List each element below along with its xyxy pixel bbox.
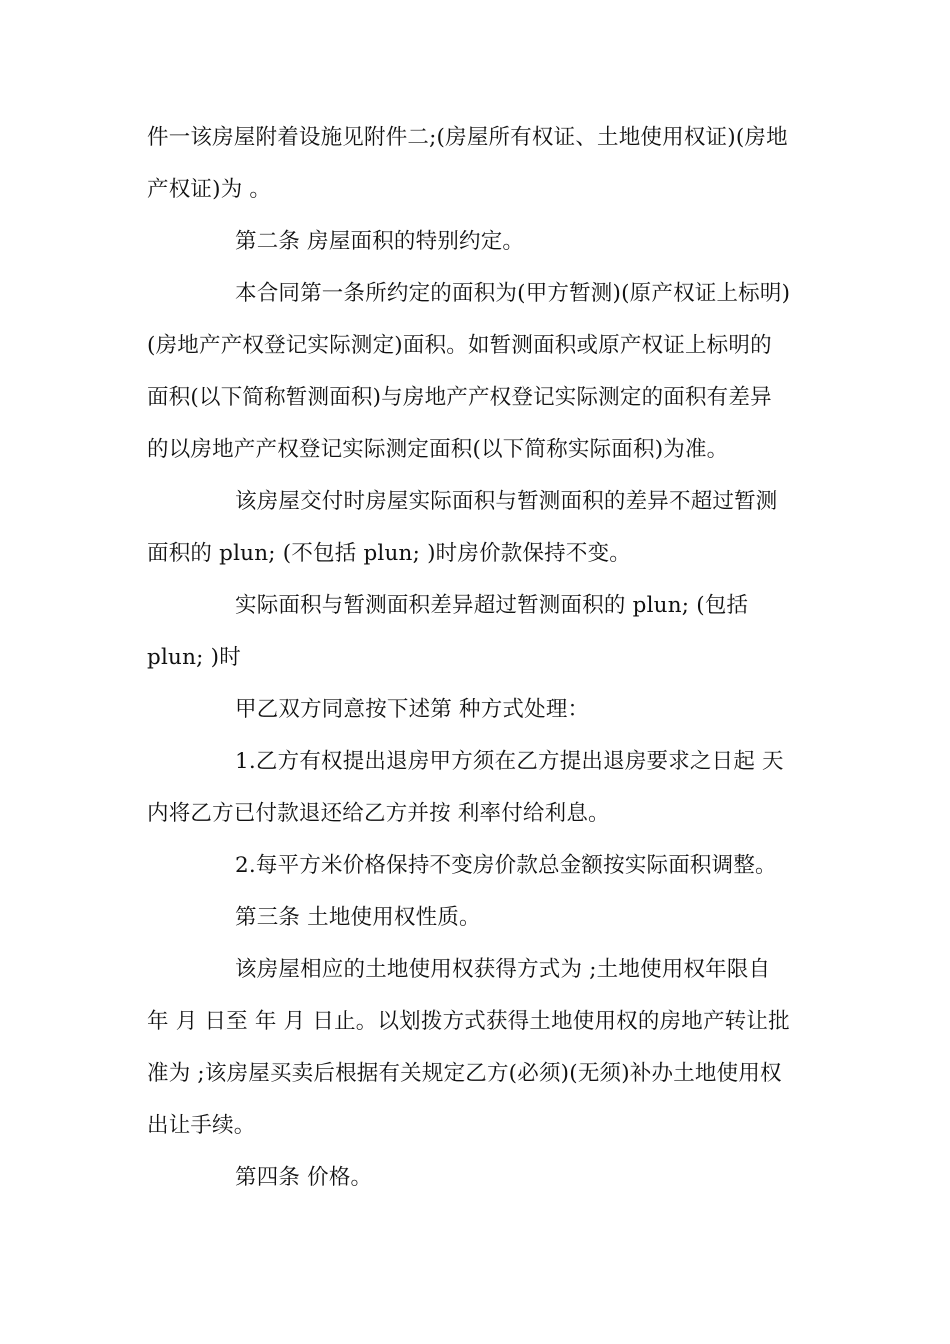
- list-item-2: 2.每平方米价格保持不变房价款总金额按实际面积调整。: [235, 853, 777, 878]
- text-line: (房地产产权登记实际测定)面积。如暂测面积或原产权证上标明的: [147, 333, 772, 358]
- text-line: 内将乙方已付款退还给乙方并按 利率付给利息。: [147, 801, 610, 826]
- section-heading-4: 第四条 价格。: [235, 1165, 373, 1190]
- text-line: 的以房地产产权登记实际测定面积(以下简称实际面积)为准。: [147, 437, 729, 462]
- text-line: 产权证)为 。: [147, 177, 272, 202]
- text-line: 年 月 日至 年 月 日止。以划拨方式获得土地使用权的房地产转让批: [147, 1009, 790, 1034]
- text-line: 该房屋相应的土地使用权获得方式为 ;土地使用权年限自: [235, 957, 771, 982]
- text-line: plun; )时: [147, 645, 241, 670]
- section-heading-2: 第二条 房屋面积的特别约定。: [235, 229, 525, 254]
- list-item-1: 1.乙方有权提出退房甲方须在乙方提出退房要求之日起 天: [235, 749, 784, 774]
- text-line: 面积(以下简称暂测面积)与房地产产权登记实际测定的面积有差异: [147, 385, 772, 410]
- text-line: 甲乙双方同意按下述第 种方式处理：: [235, 697, 590, 722]
- section-heading-3: 第三条 土地使用权性质。: [235, 905, 481, 930]
- document-body: [147, 112, 807, 1204]
- text-line: 实际面积与暂测面积差异超过暂测面积的 plun; (包括: [235, 593, 749, 618]
- text-line: 该房屋交付时房屋实际面积与暂测面积的差异不超过暂测: [235, 489, 778, 514]
- text-line: 准为 ;该房屋买卖后根据有关规定乙方(必须)(无须)补办土地使用权: [147, 1061, 782, 1086]
- text-line: 面积的 plun; (不包括 plun; )时房价款保持不变。: [147, 541, 631, 566]
- text-line: 出让手续。: [147, 1113, 256, 1138]
- text-line: 件一该房屋附着设施见附件二;(房屋所有权证、土地使用权证)(房地: [147, 125, 788, 150]
- text-line: 本合同第一条所约定的面积为(甲方暂测)(原产权证上标明): [235, 281, 791, 306]
